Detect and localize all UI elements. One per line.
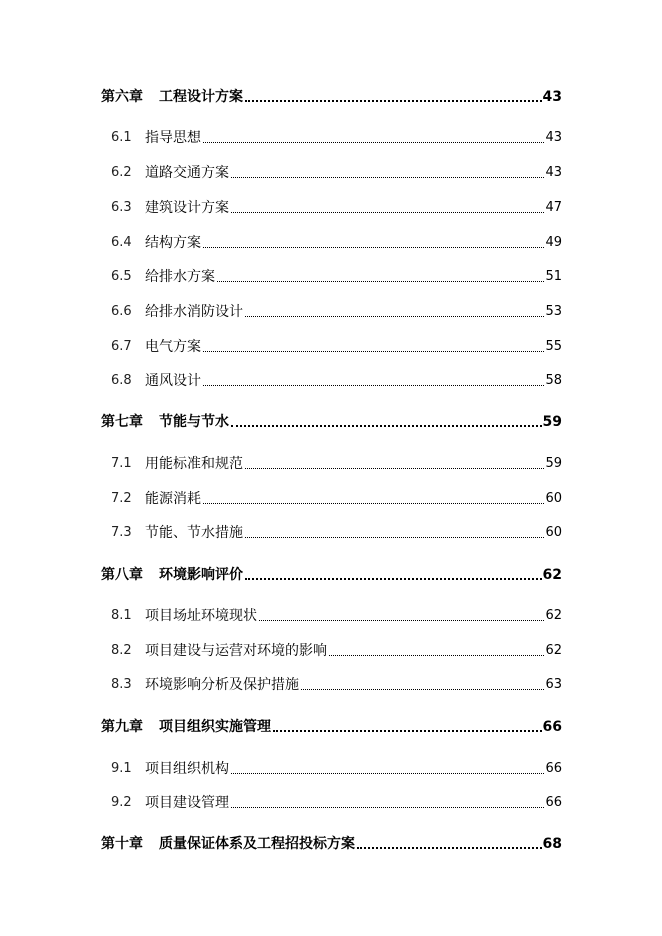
page-number: 59 xyxy=(542,414,562,430)
page-number: 60 xyxy=(545,491,562,506)
section-title: 项目组织机构 xyxy=(145,761,229,777)
dot-leader xyxy=(217,280,544,282)
section-number: 7.3 xyxy=(111,525,132,540)
chapter-number: 第十章 xyxy=(101,836,143,852)
dot-leader xyxy=(273,729,542,732)
page-number: 55 xyxy=(545,339,562,354)
section-number: 6.7 xyxy=(111,339,132,354)
dot-leader xyxy=(231,424,542,427)
toc-section-6-4[interactable] xyxy=(111,233,562,253)
dot-leader xyxy=(245,467,544,469)
page-number: 60 xyxy=(545,525,562,540)
section-title: 环境影响分析及保护措施 xyxy=(145,677,299,693)
chapter-number: 第九章 xyxy=(101,719,143,735)
section-number: 6.3 xyxy=(111,200,132,215)
chapter-title: 环境影响评价 xyxy=(159,567,243,583)
toc-section-6-6[interactable] xyxy=(111,302,562,322)
page-number: 62 xyxy=(545,643,562,658)
toc-section-8-1[interactable] xyxy=(111,606,562,626)
chapter-number: 第六章 xyxy=(101,89,143,105)
section-number: 6.6 xyxy=(111,304,132,319)
section-title: 给排水方案 xyxy=(145,269,215,285)
section-title: 指导思想 xyxy=(145,130,201,146)
page-number: 51 xyxy=(545,269,562,284)
toc-chapter-9[interactable] xyxy=(101,717,562,737)
section-number: 6.5 xyxy=(111,269,132,284)
section-number: 6.8 xyxy=(111,373,132,388)
page-number: 66 xyxy=(542,719,562,735)
chapter-number: 第七章 xyxy=(101,414,143,430)
section-number: 9.1 xyxy=(111,761,132,776)
chapter-number: 第八章 xyxy=(101,567,143,583)
chapter-title: 工程设计方案 xyxy=(159,89,243,105)
section-title: 用能标准和规范 xyxy=(145,456,243,472)
toc-chapter-10[interactable] xyxy=(101,834,562,854)
page-number: 53 xyxy=(545,304,562,319)
toc-section-8-3[interactable] xyxy=(111,675,562,695)
toc-section-6-1[interactable] xyxy=(111,128,562,148)
dot-leader xyxy=(357,846,542,849)
toc-section-7-2[interactable] xyxy=(111,489,562,509)
section-number: 7.2 xyxy=(111,491,132,506)
page-number: 47 xyxy=(545,200,562,215)
section-title: 通风设计 xyxy=(145,373,201,389)
section-number: 6.1 xyxy=(111,130,132,145)
dot-leader xyxy=(231,176,544,178)
dot-leader xyxy=(203,350,544,352)
page-number: 58 xyxy=(545,373,562,388)
dot-leader xyxy=(203,384,544,386)
page-number: 68 xyxy=(542,836,562,852)
section-title: 道路交通方案 xyxy=(145,165,229,181)
toc-section-8-2[interactable] xyxy=(111,641,562,661)
page-number: 43 xyxy=(542,89,562,105)
chapter-title: 节能与节水 xyxy=(159,414,229,430)
section-title: 建筑设计方案 xyxy=(145,200,229,216)
toc-section-6-2[interactable] xyxy=(111,163,562,183)
page-number: 49 xyxy=(545,235,562,250)
toc-chapter-7[interactable] xyxy=(101,412,562,432)
dot-leader xyxy=(231,211,544,213)
dot-leader xyxy=(329,654,544,656)
section-title: 项目场址环境现状 xyxy=(145,608,257,624)
section-title: 项目建设与运营对环境的影响 xyxy=(145,643,327,659)
section-number: 9.2 xyxy=(111,795,132,810)
dot-leader xyxy=(231,772,544,774)
dot-leader xyxy=(203,502,544,504)
dot-leader xyxy=(203,246,544,248)
section-title: 给排水消防设计 xyxy=(145,304,243,320)
page-number: 62 xyxy=(542,567,562,583)
section-number: 7.1 xyxy=(111,456,132,471)
section-number: 8.2 xyxy=(111,643,132,658)
dot-leader xyxy=(245,315,544,317)
toc-section-6-3[interactable] xyxy=(111,198,562,218)
page-number: 59 xyxy=(545,456,562,471)
section-title: 项目建设管理 xyxy=(145,795,229,811)
toc-chapter-6[interactable] xyxy=(101,87,562,107)
dot-leader xyxy=(301,688,544,690)
section-number: 6.2 xyxy=(111,165,132,180)
toc-section-6-5[interactable] xyxy=(111,267,562,287)
section-title: 能源消耗 xyxy=(145,491,201,507)
chapter-title: 项目组织实施管理 xyxy=(159,719,271,735)
toc-section-7-1[interactable] xyxy=(111,454,562,474)
page-number: 66 xyxy=(545,795,562,810)
page-number: 43 xyxy=(545,165,562,180)
toc-section-6-7[interactable] xyxy=(111,337,562,357)
toc-chapter-8[interactable] xyxy=(101,565,562,585)
toc-section-6-8[interactable] xyxy=(111,371,562,391)
dot-leader xyxy=(245,99,542,102)
section-title: 节能、节水措施 xyxy=(145,525,243,541)
toc-section-7-3[interactable] xyxy=(111,523,562,543)
section-title: 结构方案 xyxy=(145,235,201,251)
page-number: 63 xyxy=(545,677,562,692)
dot-leader xyxy=(245,536,544,538)
dot-leader xyxy=(245,577,542,580)
dot-leader xyxy=(259,619,544,621)
section-title: 电气方案 xyxy=(145,339,201,355)
toc-section-9-1[interactable] xyxy=(111,759,562,779)
section-number: 6.4 xyxy=(111,235,132,250)
page-number: 66 xyxy=(545,761,562,776)
section-number: 8.3 xyxy=(111,677,132,692)
dot-leader xyxy=(203,141,544,143)
page-number: 62 xyxy=(545,608,562,623)
page-number: 43 xyxy=(545,130,562,145)
section-number: 8.1 xyxy=(111,608,132,623)
dot-leader xyxy=(231,806,544,808)
chapter-title: 质量保证体系及工程招投标方案 xyxy=(159,836,355,852)
toc-section-9-2[interactable] xyxy=(111,793,562,813)
